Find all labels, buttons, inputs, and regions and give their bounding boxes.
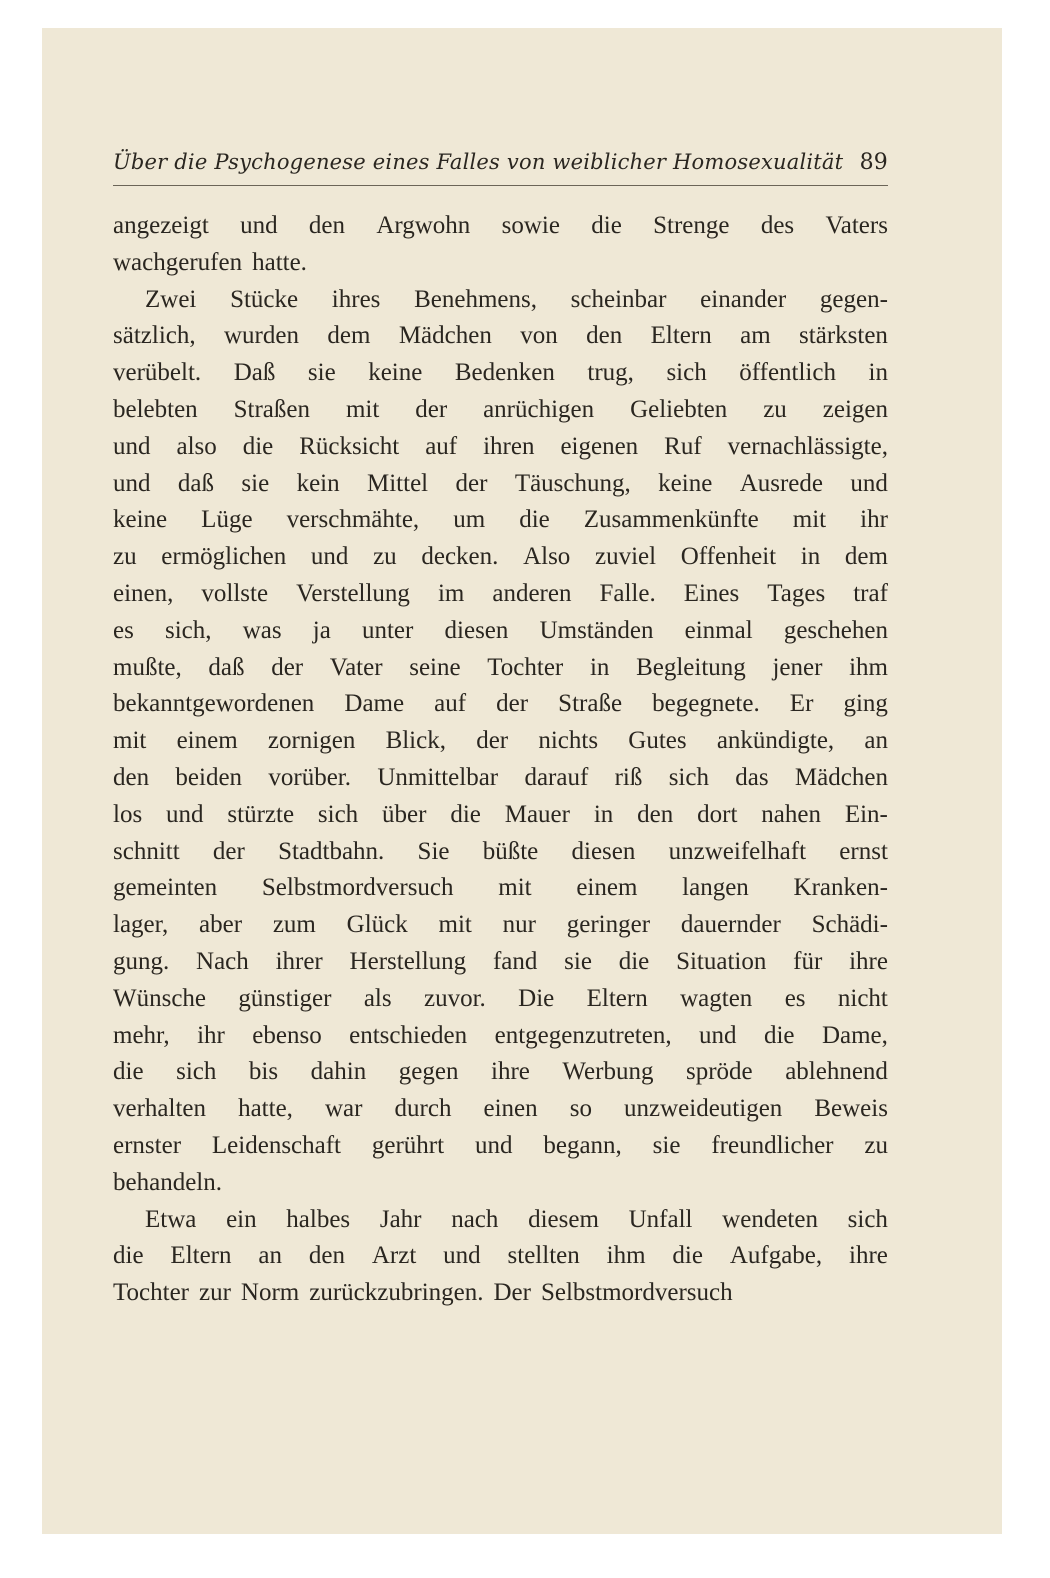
text-line: einen, vollste Verstellung im anderen Falle. Eines Tages traf (113, 579, 888, 607)
text-line: Etwa ein halbes Jahr nach diesem Unfall wendeten sich (145, 1205, 888, 1233)
text-line: die Eltern an den Arzt und stellten ihm die Aufgabe, ihre (113, 1242, 888, 1270)
text-line: lager, aber zum Glück mit nur geringer dauernder Schädi- (113, 911, 888, 939)
running-title: Über die Psychogenese eines Falles von weiblicher Homosexualität (113, 150, 844, 174)
text-line: keine Lüge verschmähte, um die Zusammenkünfte mit ihr (113, 506, 888, 534)
text-line: mehr, ihr ebenso entschieden entgegenzutreten, und die Dame, (113, 1021, 888, 1049)
text-line: zu ermöglichen und zu decken. Also zuviel Offenheit in dem (113, 543, 888, 571)
page-number: 89 (859, 150, 888, 175)
text-line: Tochter zur Norm zurückzubringen. Der Selbstmordversuch (113, 1279, 733, 1307)
text-line: ernster Leidenschaft gerührt und begann, sie freundlicher zu (113, 1131, 888, 1159)
page-content (113, 150, 888, 1312)
text-line: schnitt der Stadtbahn. Sie büßte diesen unzweifelhaft ernst (113, 837, 888, 865)
text-line: los und stürzte sich über die Mauer in den dort nahen Ein- (113, 800, 888, 828)
text-line: behandeln. (113, 1168, 222, 1196)
running-header (113, 150, 888, 186)
text-line: es sich, was ja unter diesen Umständen einmal geschehen (113, 616, 888, 644)
body-text (113, 208, 888, 1312)
text-line: die sich bis dahin gegen ihre Werbung spröde ablehnend (113, 1058, 888, 1086)
text-line: angezeigt und den Argwohn sowie die Strenge des Vaters (113, 212, 888, 239)
text-line: Zwei Stücke ihres Benehmens, scheinbar einander gegen- (145, 285, 888, 313)
text-line: sätzlich, wurden dem Mädchen von den Eltern am stärksten (113, 322, 888, 350)
text-line: gemeinten Selbstmordversuch mit einem langen Kranken- (113, 874, 888, 902)
text-line: wachgerufen hatte. (113, 248, 307, 276)
text-line: mußte, daß der Vater seine Tochter in Begleitung jener ihm (113, 653, 888, 681)
text-line: und daß sie kein Mittel der Täuschung, keine Ausrede und (113, 469, 888, 497)
text-line: Wünsche günstiger als zuvor. Die Eltern wagten es nicht (113, 984, 888, 1012)
text-line: verübelt. Daß sie keine Bedenken trug, sich öffentlich in (113, 359, 888, 387)
text-line: den beiden vorüber. Unmittelbar darauf riß sich das Mädchen (113, 763, 888, 791)
text-line: bekanntgewordenen Dame auf der Straße begegnete. Er ging (113, 690, 888, 718)
text-line: mit einem zornigen Blick, der nichts Gutes ankündigte, an (113, 727, 888, 755)
text-line: verhalten hatte, war durch einen so unzweideutigen Beweis (113, 1095, 888, 1123)
text-line: belebten Straßen mit der anrüchigen Geliebten zu zeigen (113, 395, 888, 423)
text-line: gung. Nach ihrer Herstellung fand sie die Situation für ihre (113, 947, 888, 975)
text-line: und also die Rücksicht auf ihren eigenen Ruf vernachlässigte, (113, 432, 888, 460)
